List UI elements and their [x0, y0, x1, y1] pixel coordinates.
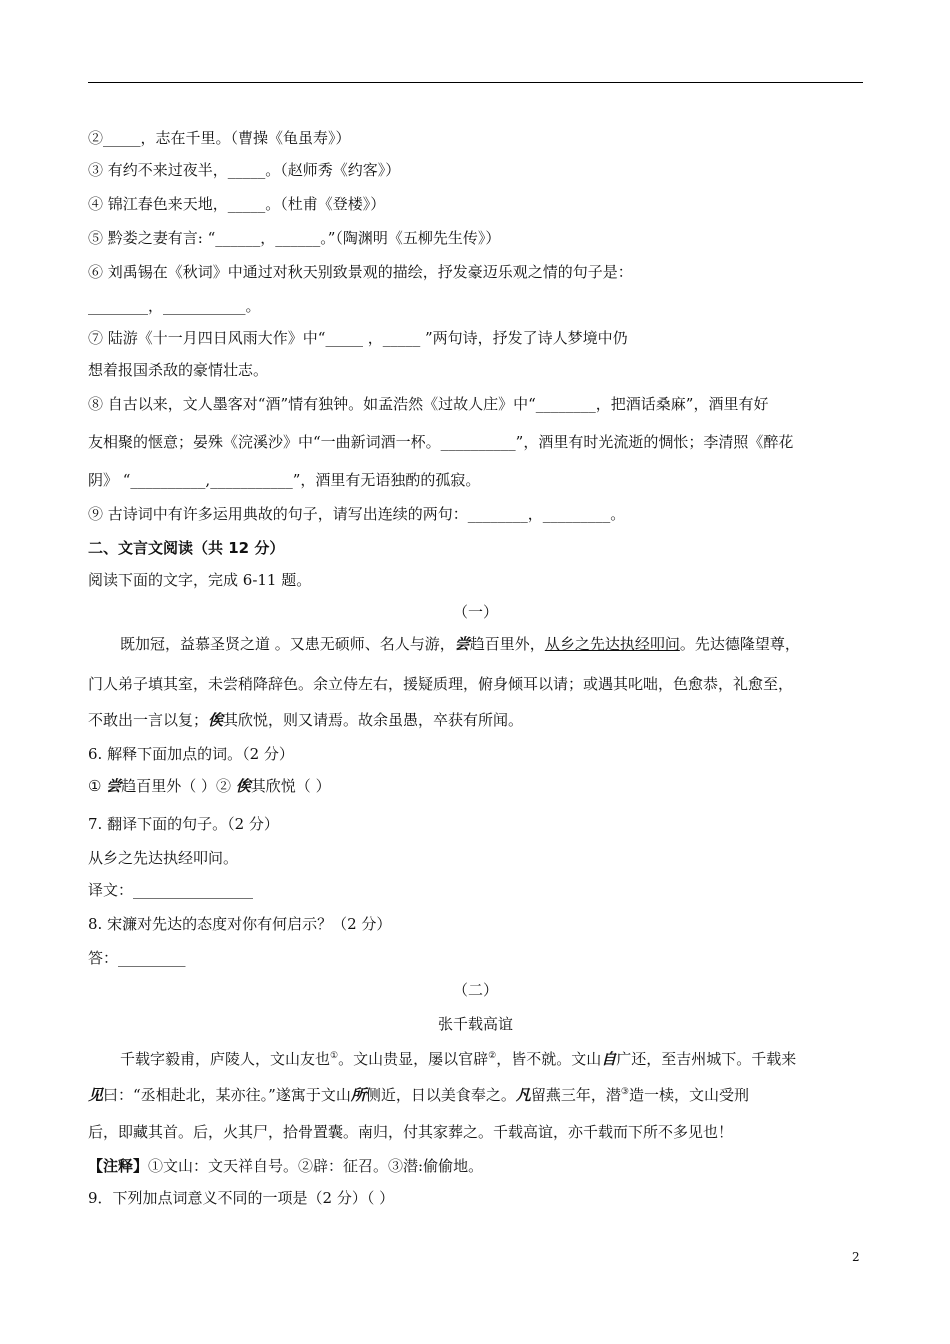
passage-2-line-3: 后，即藏其首。后，火其尸，拾骨置囊。南归，付其家葬之。千载高谊，亦千载而下所不多见也！	[88, 1123, 734, 1141]
part-label-1: （一）	[452, 603, 498, 621]
section-heading: 二、文言文阅读（共 12 分）	[88, 539, 285, 557]
poem-fill-line: 想着报国杀敌的豪情壮志。	[88, 361, 269, 379]
question-6-items: ① 尝趋百里外（ ）② 俟其欣悦（ ）	[88, 777, 331, 795]
passage-1-line-3: 不敢出一言以复；俟其欣悦，则又请焉。故余虽愚，卒获有所闻。	[88, 711, 524, 729]
question-8: 8. 宋濂对先达的态度对你有何启示？（2 分）	[88, 915, 392, 933]
instruction: 阅读下面的文字，完成 6-11 题。	[88, 571, 312, 589]
question-7-answer: 译文：________________	[88, 881, 254, 899]
question-6: 6. 解释下面加点的词。（2 分）	[88, 745, 294, 763]
question-9: 9．下列加点词意义不同的一项是（2 分）（ ）	[88, 1189, 395, 1207]
question-7-sentence: 从乡之先达执经叩问。	[88, 849, 239, 867]
poem-fill-line: ⑥ 刘禹锡在《秋词》中通过对秋天别致景观的描绘，抒发豪迈乐观之情的句子是：	[88, 263, 633, 281]
question-8-answer: 答：_________	[88, 949, 186, 967]
passage-2-line-1: 千载字毅甫，庐陵人，文山友也①。文山贵显，屡以官辟②，皆不就。文山自广还，至吉州城下。千载来	[120, 1050, 797, 1068]
poem-fill-line: ⑦ 陆游《十一月四日风雨大作》中“_____ ，_____ ”两句诗，抒发了诗人梦境中仍	[88, 329, 628, 347]
passage-1-line-2: 门人弟子填其室，未尝稍降辞色。余立侍左右，援疑质理，俯身倾耳以请；或遇其叱咄，色愈恭，礼愈至，	[88, 675, 794, 693]
page-number: 2	[852, 1250, 860, 1264]
poem-fill-line: ⑤ 黔娄之妻有言: “______，______。”（陶渊明《五柳先生传》）	[88, 229, 501, 247]
header-rule	[88, 82, 863, 83]
annotation: 【注释】①文山：文天祥自号。②辟：征召。③潜:偷偷地。	[88, 1157, 484, 1175]
passage-2-title: 张千载高谊	[437, 1015, 513, 1033]
passage-2-line-2: 见曰：“丞相赴北，某亦往。”遂寓于文山所侧近，日以美食奉之。凡留燕三年，潜③造一椟，文山受刑	[88, 1086, 750, 1104]
poem-fill-line: 阴》 “__________,___________”，酒里有无语独酌的孤寂。	[88, 471, 481, 489]
poem-fill-line: 友相聚的惬意；晏殊《浣溪沙》中“一曲新词酒一杯。__________”，酒里有时光流逝的惆怅；李清照《醉花	[88, 433, 794, 451]
poem-fill-line: ④ 锦江春色来天地，_____。（杜甫《登楼》）	[88, 195, 386, 213]
question-7: 7. 翻译下面的句子。（2 分）	[88, 815, 279, 833]
poem-fill-line: ⑧ 自古以来，文人墨客对“酒”情有独钟。如孟浩然《过故人庄》中“________，把酒话桑麻”，酒里有好	[88, 395, 769, 413]
poem-fill-line: ③ 有约不来过夜半，_____。（赵师秀《约客》）	[88, 161, 401, 179]
poem-fill-line: ⑨ 古诗词中有许多运用典故的句子，请写出连续的两句：________，_________。	[88, 505, 626, 523]
part-label-2: （二）	[452, 981, 498, 999]
passage-1-line-1: 既加冠，益慕圣贤之道 。又患无硕师、名人与游，尝趋百里外，从乡之先达执经叩问。先达德隆望尊，	[120, 635, 800, 653]
poem-fill-line: ________，___________。	[88, 297, 261, 315]
poem-fill-line: ②_____，志在千里。（曹操《龟虽寿》）	[88, 129, 351, 147]
